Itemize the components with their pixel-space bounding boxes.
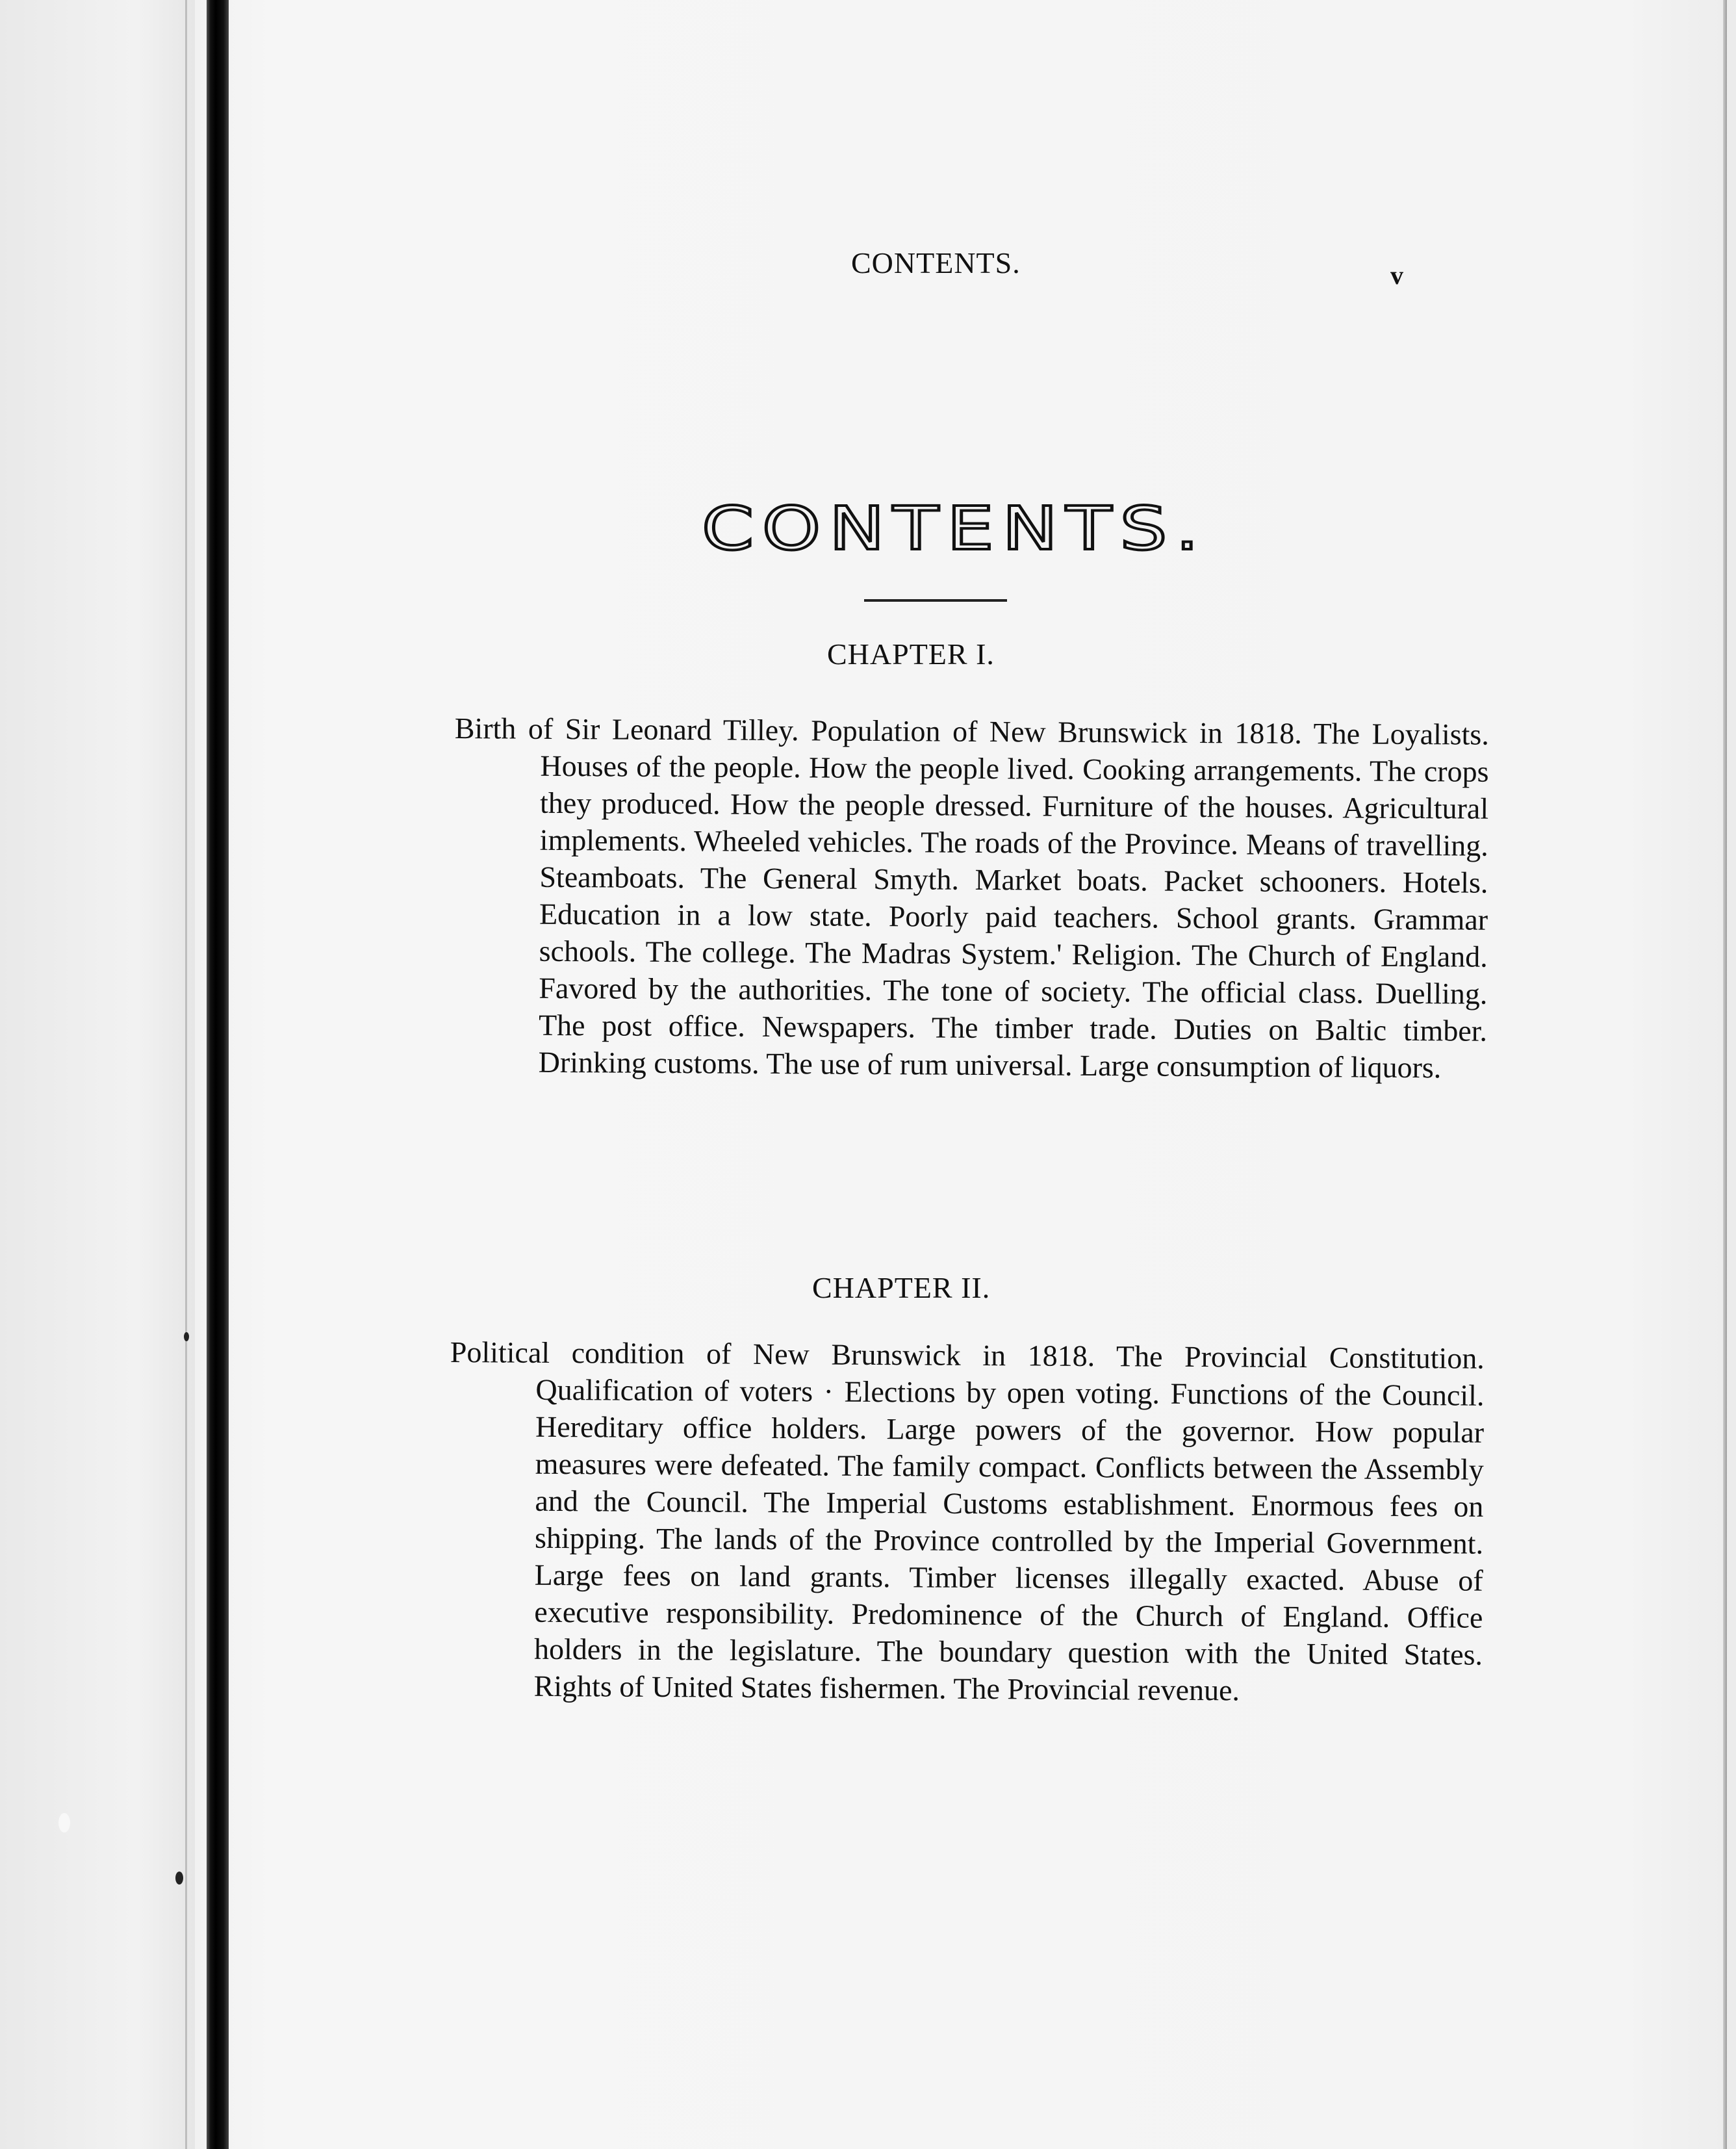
- running-head: CONTENTS.: [851, 246, 1021, 279]
- page-fold-line: [185, 0, 187, 2149]
- binding-gutter: [207, 0, 229, 2149]
- page-edge: [1723, 0, 1727, 2149]
- ink-speck: [175, 1872, 183, 1885]
- chapter-heading: CHAPTER II.: [812, 1271, 991, 1304]
- chapter-summary: Birth of Sir Leonard Tilley. Population of New Brunswick in 1818. The Loyalists. Houses of the people. How the people lived. Cooking arrangements. The crops they produced. How the people dressed. Furniture of the houses. Agricultural implements. Wheeled vehicles. The roads of the Province. Means of travelling. Steamboats. The General Smyth. Market boats. Packet schooners. Hotels. Education in a low state. Poorly paid teachers. School grants. Grammar schools. The college. The Madras System.' Religion. The Church of England. Favored by the authorities. The tone of society. The official class. Duelling. The post office. Newspapers. The timber trade. Duties on Baltic timber. Drinking customs. The use of rum universal. Large consumption of liquors.: [454, 712, 1489, 1085]
- ink-speck: [184, 1332, 189, 1341]
- page-number: v: [1390, 261, 1403, 290]
- title-rule: [864, 599, 1007, 602]
- facing-page-margin: [0, 0, 195, 2149]
- page-title: CONTENTS.: [702, 494, 1208, 563]
- chapter-heading: CHAPTER I.: [827, 637, 995, 671]
- ink-speck: [58, 1813, 70, 1833]
- chapter-summary: Political condition of New Brunswick in 1818. The Provincial Constitution. Qualification of voters · Elections by open voting. Functions of the Council. Hereditary office holders. Large powers of the governor. How popular measures were defeated. The family compact. Conflicts between the Assembly and the Council. The Imperial Customs establishment. Enormous fees on shipping. The lands of the Province controlled by the Imperial Government. Large fees on land grants. Timber licenses illegally exacted. Abuse of executive responsibility. Predominence of the Church of England. Office holders in the legislature. The boundary question with the United States. Rights of United States fishermen. The Provincial revenue.: [450, 1335, 1485, 1707]
